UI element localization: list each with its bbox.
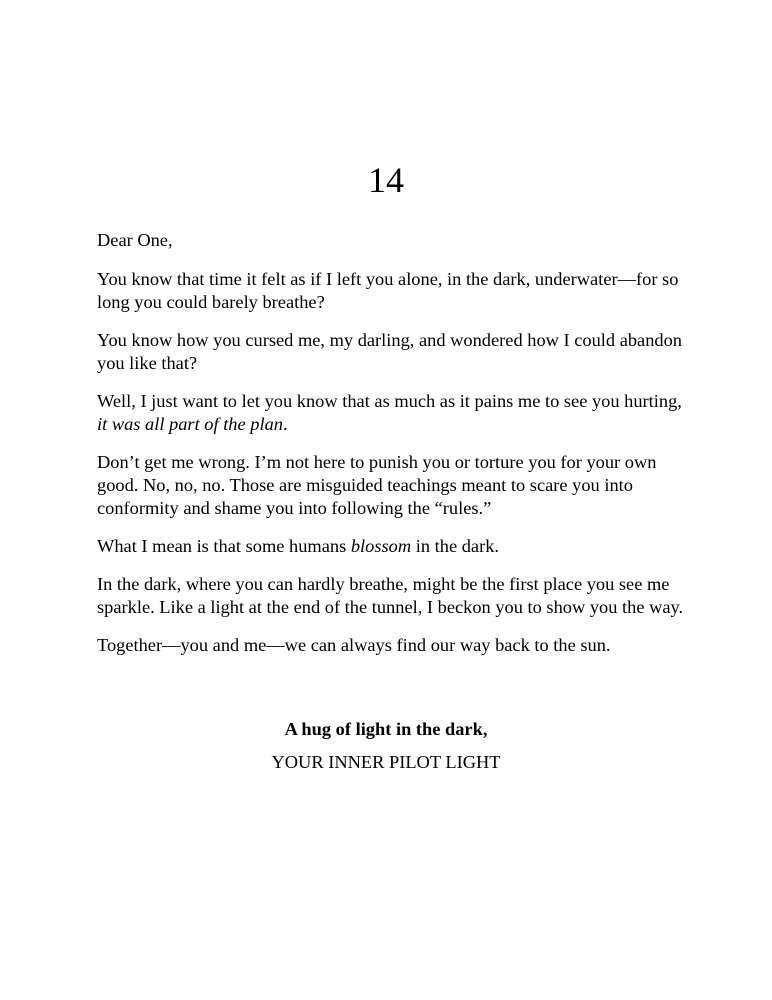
paragraph-3 (97, 390, 687, 436)
paragraph-6: In the dark, where you can hardly breathe, might be the first place you see me sparkle. Like a light at the end of the tunnel, I beckon you to show you the way. (97, 574, 684, 617)
chapter-number: 14 (368, 160, 404, 200)
paragraph-5-start: What I mean is that some humans (97, 536, 351, 556)
paragraph-5-emphasis: blossom (350, 536, 412, 556)
salutation: Dear One, (97, 230, 173, 250)
letter-body (97, 229, 687, 672)
paragraph-7: Together—you and me—we can always find our way back to the sun. (97, 635, 611, 655)
paragraph-1: You know that time it felt as if I left you alone, in the dark, underwater—for so long you could barely breathe? (97, 269, 679, 312)
paragraph-2: You know how you cursed me, my darling, and wondered how I could abandon you like that? (97, 330, 682, 373)
paragraph-3-emphasis: it was all part of the plan (97, 414, 283, 434)
paragraph-3-start: Well, I just want to let you know that as much as it pains me to see you hurting, (97, 391, 682, 411)
paragraph-5 (97, 535, 687, 558)
paragraph-3-end: . (282, 414, 288, 434)
paragraph-5-end: in the dark. (411, 536, 499, 556)
paragraph-4: Don’t get me wrong. I’m not here to punish you or torture you for your own good. No, no, no. Those are misguided teachings meant to scare you into conformity and shame you into following the “rules.” (97, 452, 657, 518)
closing-line: A hug of light in the dark, (284, 719, 488, 739)
signature: YOUR INNER PILOT LIGHT (271, 752, 501, 772)
